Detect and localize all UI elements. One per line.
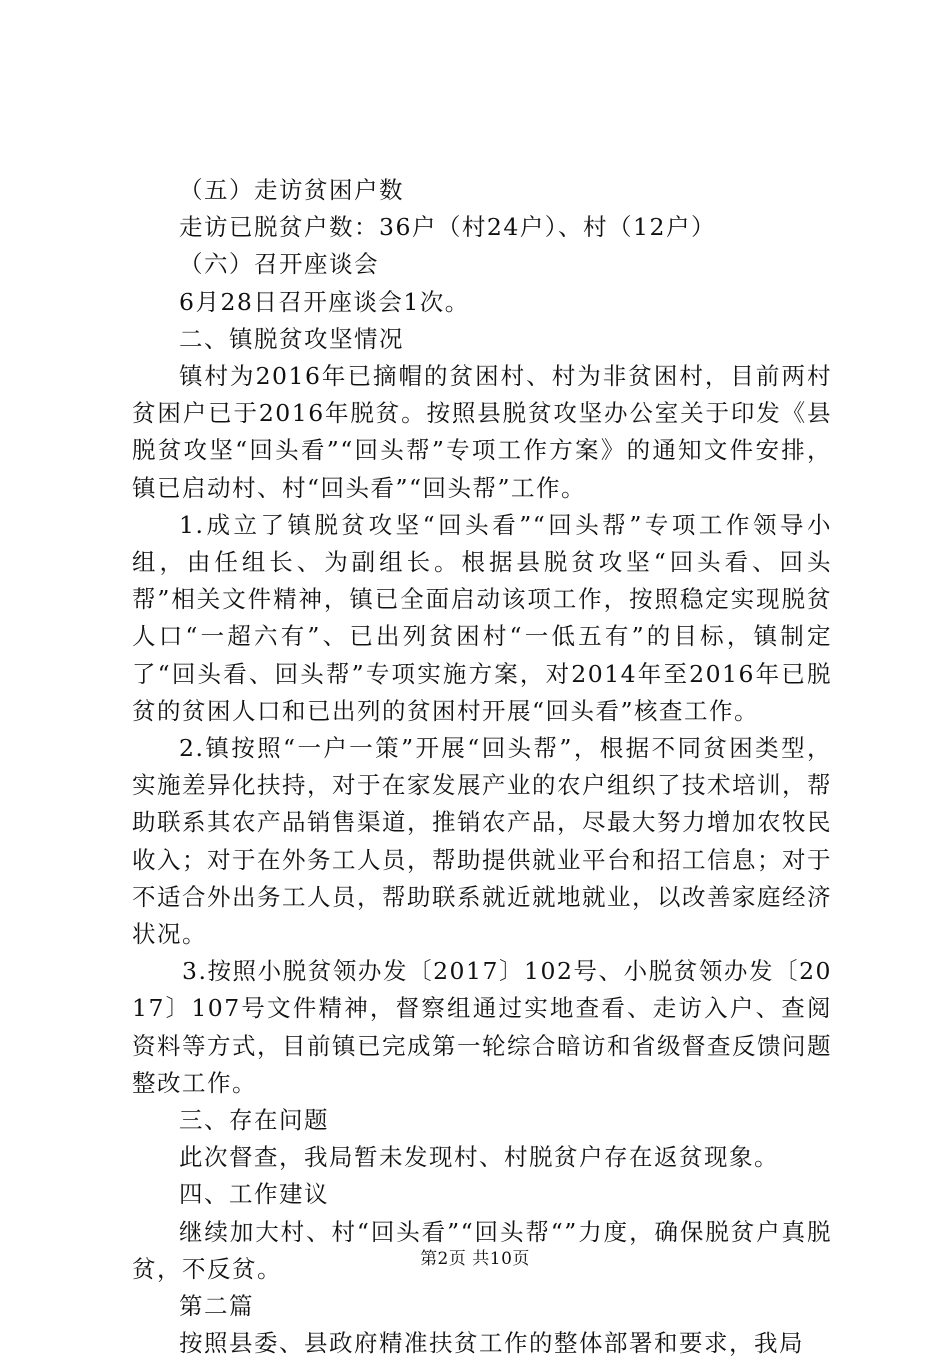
part-two-heading: 第二篇 — [179, 1292, 254, 1321]
document-body — [132, 172, 832, 1363]
section-heading-two: 二、镇脱贫攻坚情况 — [179, 324, 404, 353]
paragraph-suggestions: 继续加大村、村“回头看”“回头帮“”力度，确保脱贫户真脱贫，不反贫。 — [132, 1217, 832, 1283]
subheading-meeting: （六）召开座谈会 — [179, 250, 379, 279]
paragraph-item-3: 3.按照小脱贫领办发〔2017〕102号、小脱贫领办发〔2017〕107号文件精神，督察组通过实地查看、走访入户、查阅资料等方式，目前镇已完成第一轮综合暗访和省级督查反馈问题整改工作。 — [132, 957, 832, 1097]
section-heading-four: 四、工作建议 — [179, 1180, 329, 1209]
paragraph-problems: 此次督查，我局暂未发现村、村脱贫户存在返贫现象。 — [179, 1143, 779, 1172]
paragraph-item-2: 2.镇按照“一户一策”开展“回头帮”，根据不同贫困类型，实施差异化扶持，对于在家发展产业的农户组织了技术培训，帮助联系其农产品销售渠道，推销农产品，尽最大努力增加农牧民收入；对于在外务工人员，帮助提供就业平台和招工信息；对于不适合外出务工人员，帮助联系就近就地就业，以改善家庭经济状况。 — [132, 734, 832, 949]
subheading-visits: （五）走访贫困户数 — [179, 176, 404, 204]
meeting-line: 6月28日召开座谈会1次。 — [179, 287, 470, 316]
paragraph-overview: 镇村为2016年已摘帽的贫困村、村为非贫困村，目前两村贫困户已于2016年脱贫。按照县脱贫攻坚办公室关于印发《县脱贫攻坚“回头看”“回头帮”专项工作方案》的通知文件安排，镇已启动村、村“回头看”“回头帮”工作。 — [132, 362, 832, 502]
paragraph-part-two-start: 按照县委、县政府精准扶贫工作的整体部署和要求，我局 — [179, 1329, 804, 1358]
visited-households-line: 走访已脱贫户数：36户（村24户）、村（12户） — [179, 213, 716, 242]
page-number-footer: 第2页 共10页 — [420, 1249, 530, 1269]
paragraph-item-1: 1.成立了镇脱贫攻坚“回头看”“回头帮”专项工作领导小组，由任组长、为副组长。根据县脱贫攻坚“回头看、回头帮”相关文件精神，镇已全面启动该项工作，按照稳定实现脱贫人口“一超六有”、已出列贫困村“一低五有”的目标，镇制定了“回头看、回头帮”专项实施方案，对2014年至2016年已脱贫的贫困人口和已出列的贫困村开展“回头看”核查工作。 — [132, 510, 832, 725]
section-heading-three: 三、存在问题 — [179, 1106, 329, 1135]
